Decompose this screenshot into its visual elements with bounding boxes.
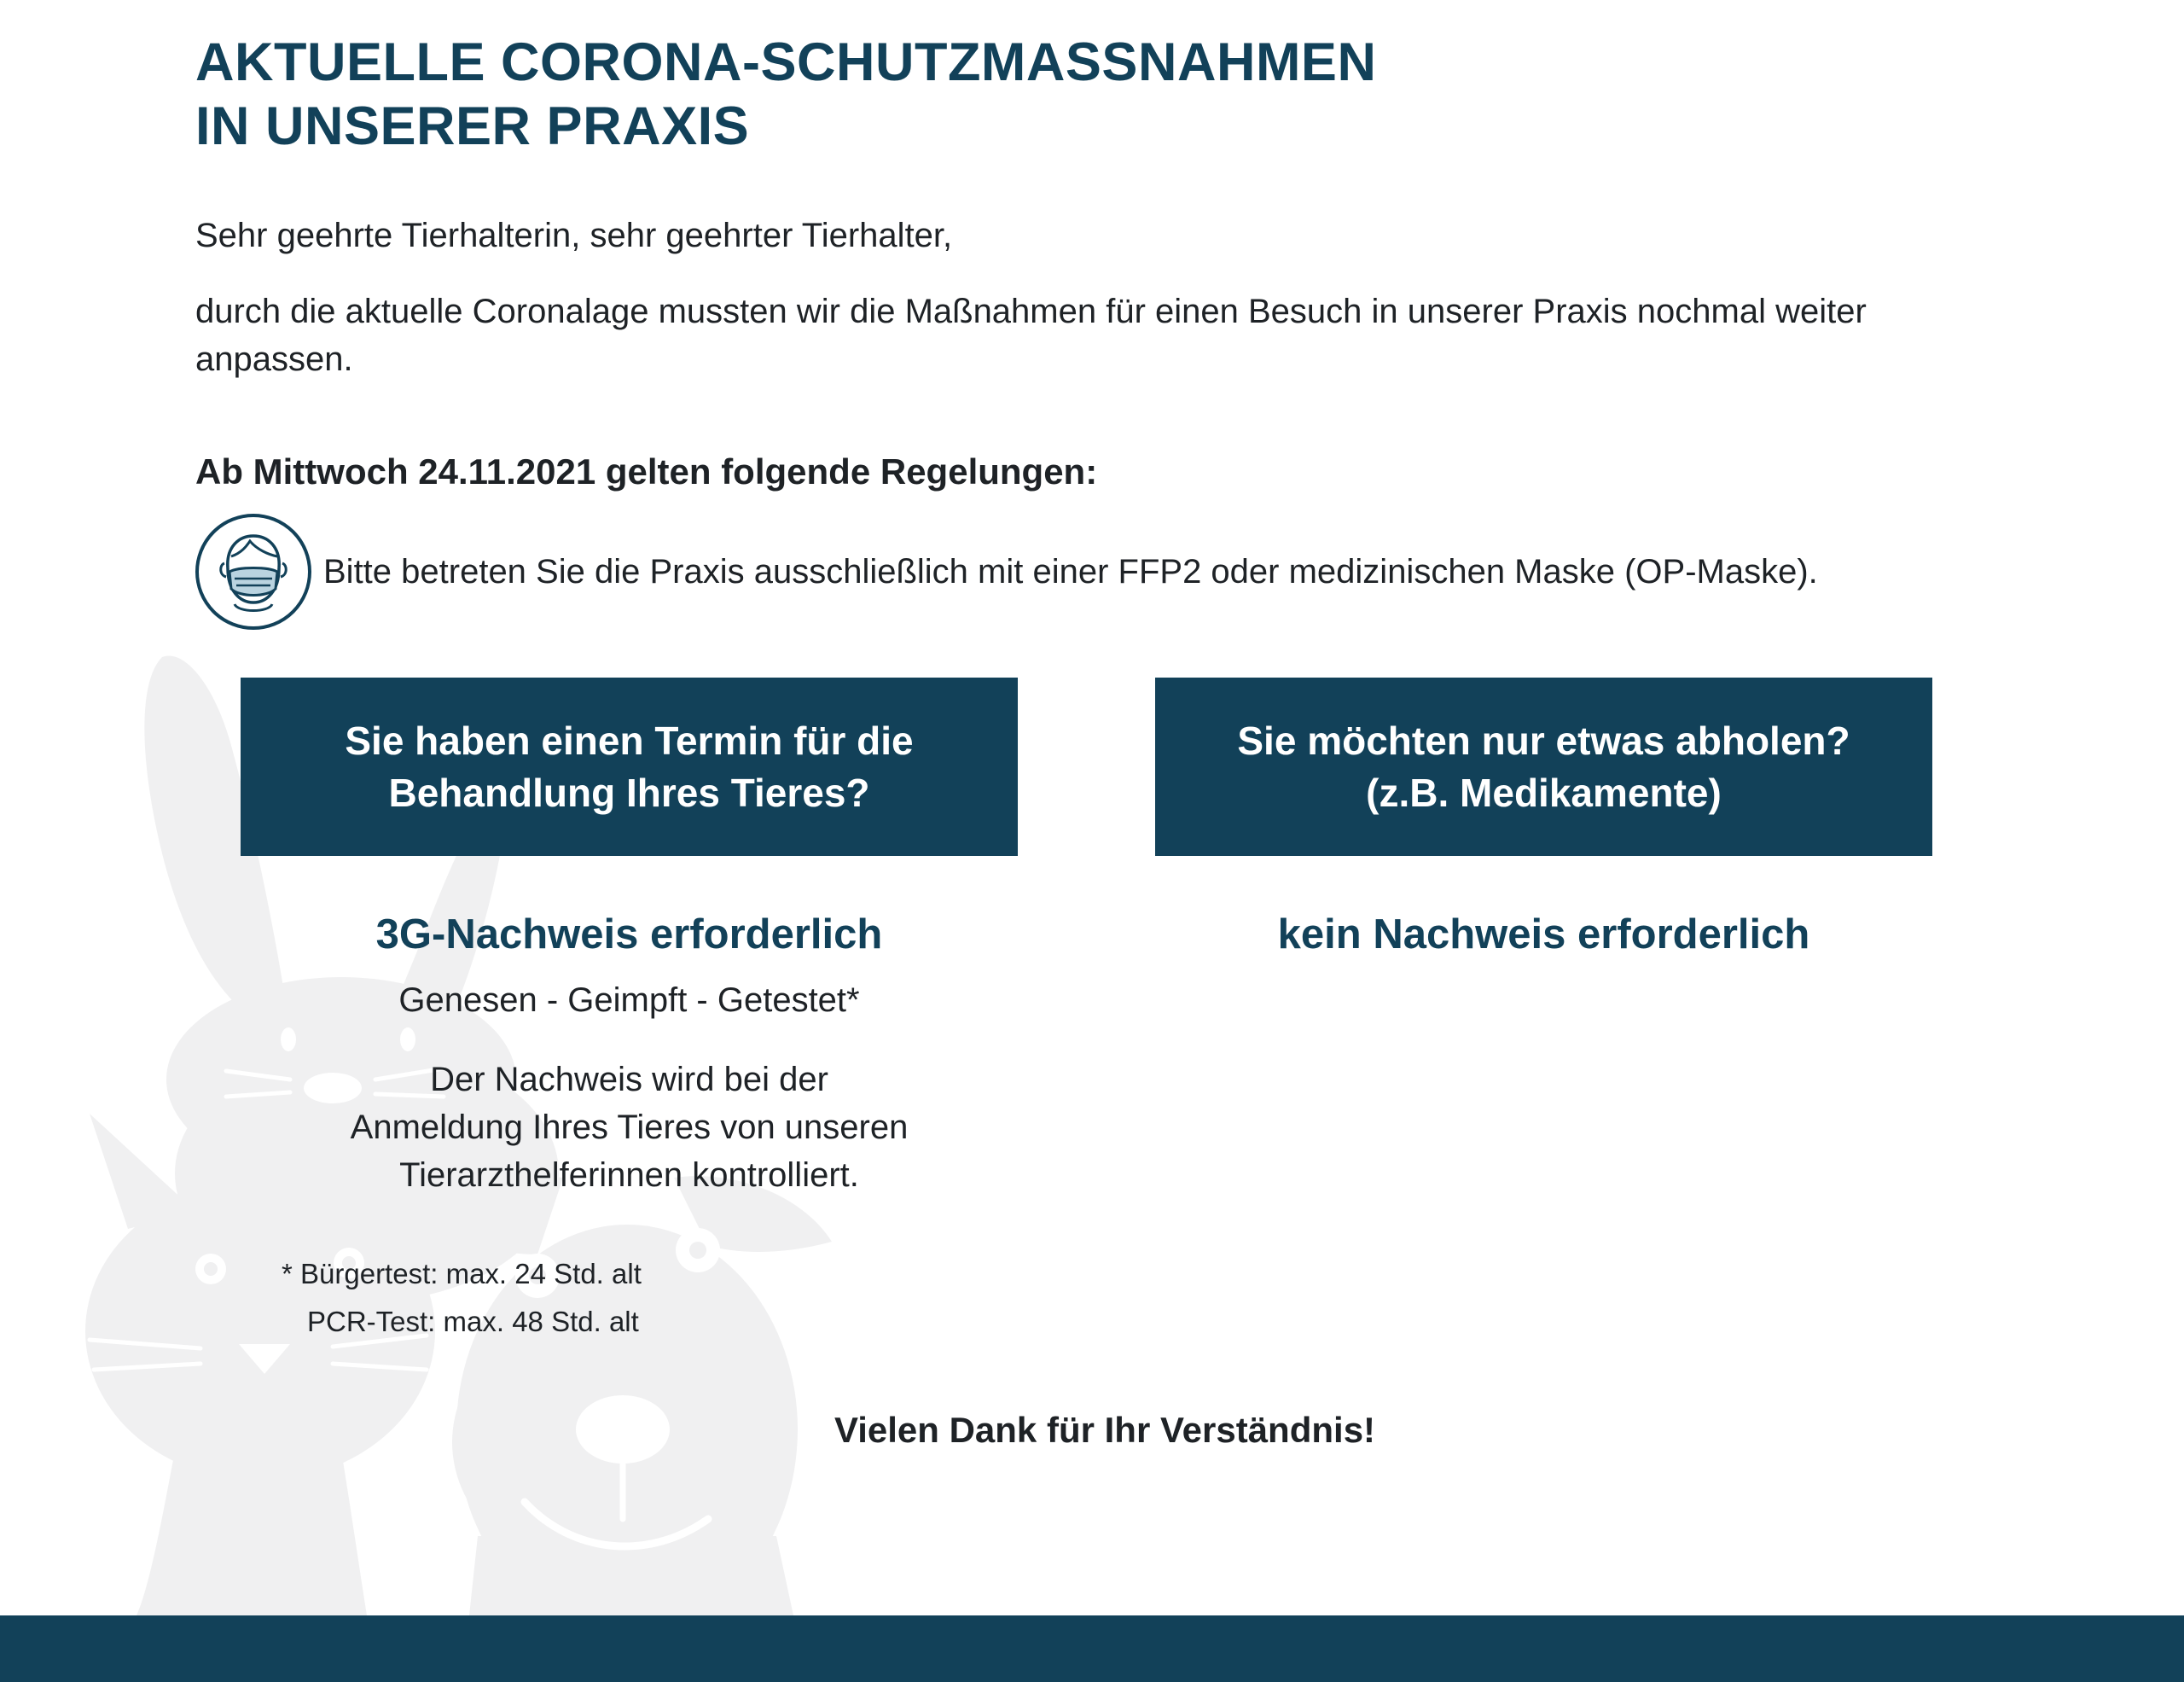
test-footnote bbox=[282, 1250, 642, 1346]
proof-required-heading: 3G-Nachweis erforderlich bbox=[375, 911, 883, 957]
page-title-line-2: IN UNSERER PRAXIS bbox=[195, 96, 750, 156]
intro-paragraph: durch die aktuelle Coronalage mussten wir die Maßnahmen für einen Besuch in unserer Praxis nochmal weiter anpassen. bbox=[195, 293, 1867, 378]
appointment-question-box bbox=[241, 678, 1018, 856]
pickup-question-line-1: Sie möchten nur etwas abholen? bbox=[1237, 718, 1850, 763]
mask-rule-text: Bitte betreten Sie die Praxis ausschließlich mit einer FFP2 oder medizinischen Maske (OP-Maske). bbox=[323, 553, 1818, 591]
page-title bbox=[195, 31, 1376, 159]
proof-check-note bbox=[241, 1056, 1018, 1199]
appointment-question-line-1: Sie haben einen Termin für die bbox=[345, 718, 914, 763]
footnote-line-1: * Bürgertest: max. 24 Std. alt bbox=[282, 1258, 642, 1289]
appointment-question-line-2: Behandlung Ihres Tieres? bbox=[388, 770, 870, 815]
footer-bar bbox=[0, 1615, 2184, 1682]
footnote-line-2: PCR-Test: max. 48 Std. alt bbox=[307, 1306, 639, 1337]
mask-rule bbox=[194, 512, 1818, 631]
proof-check-note-line-1: Der Nachweis wird bei der bbox=[430, 1061, 828, 1098]
face-mask-icon bbox=[194, 512, 313, 631]
page-title-line-1: AKTUELLE CORONA-SCHUTZMASSNAHMEN bbox=[195, 32, 1377, 92]
ggg-line: Genesen - Geimpft - Getestet* bbox=[398, 981, 860, 1019]
pickup-question-box bbox=[1155, 678, 1932, 856]
salutation: Sehr geehrte Tierhalterin, sehr geehrter Tierhalter, bbox=[195, 217, 953, 254]
no-proof-heading: kein Nachweis erforderlich bbox=[1277, 911, 1810, 957]
thanks-message: Vielen Dank für Ihr Verständnis! bbox=[834, 1410, 1376, 1450]
proof-check-note-line-2: Anmeldung Ihres Tieres von unseren bbox=[350, 1109, 909, 1146]
pickup-question-line-2: (z.B. Medikamente) bbox=[1366, 770, 1722, 815]
proof-check-note-line-3: Tierarzthelferinnen kontrolliert. bbox=[399, 1156, 859, 1194]
rules-heading: Ab Mittwoch 24.11.2021 gelten folgende Regelungen: bbox=[195, 451, 1098, 492]
